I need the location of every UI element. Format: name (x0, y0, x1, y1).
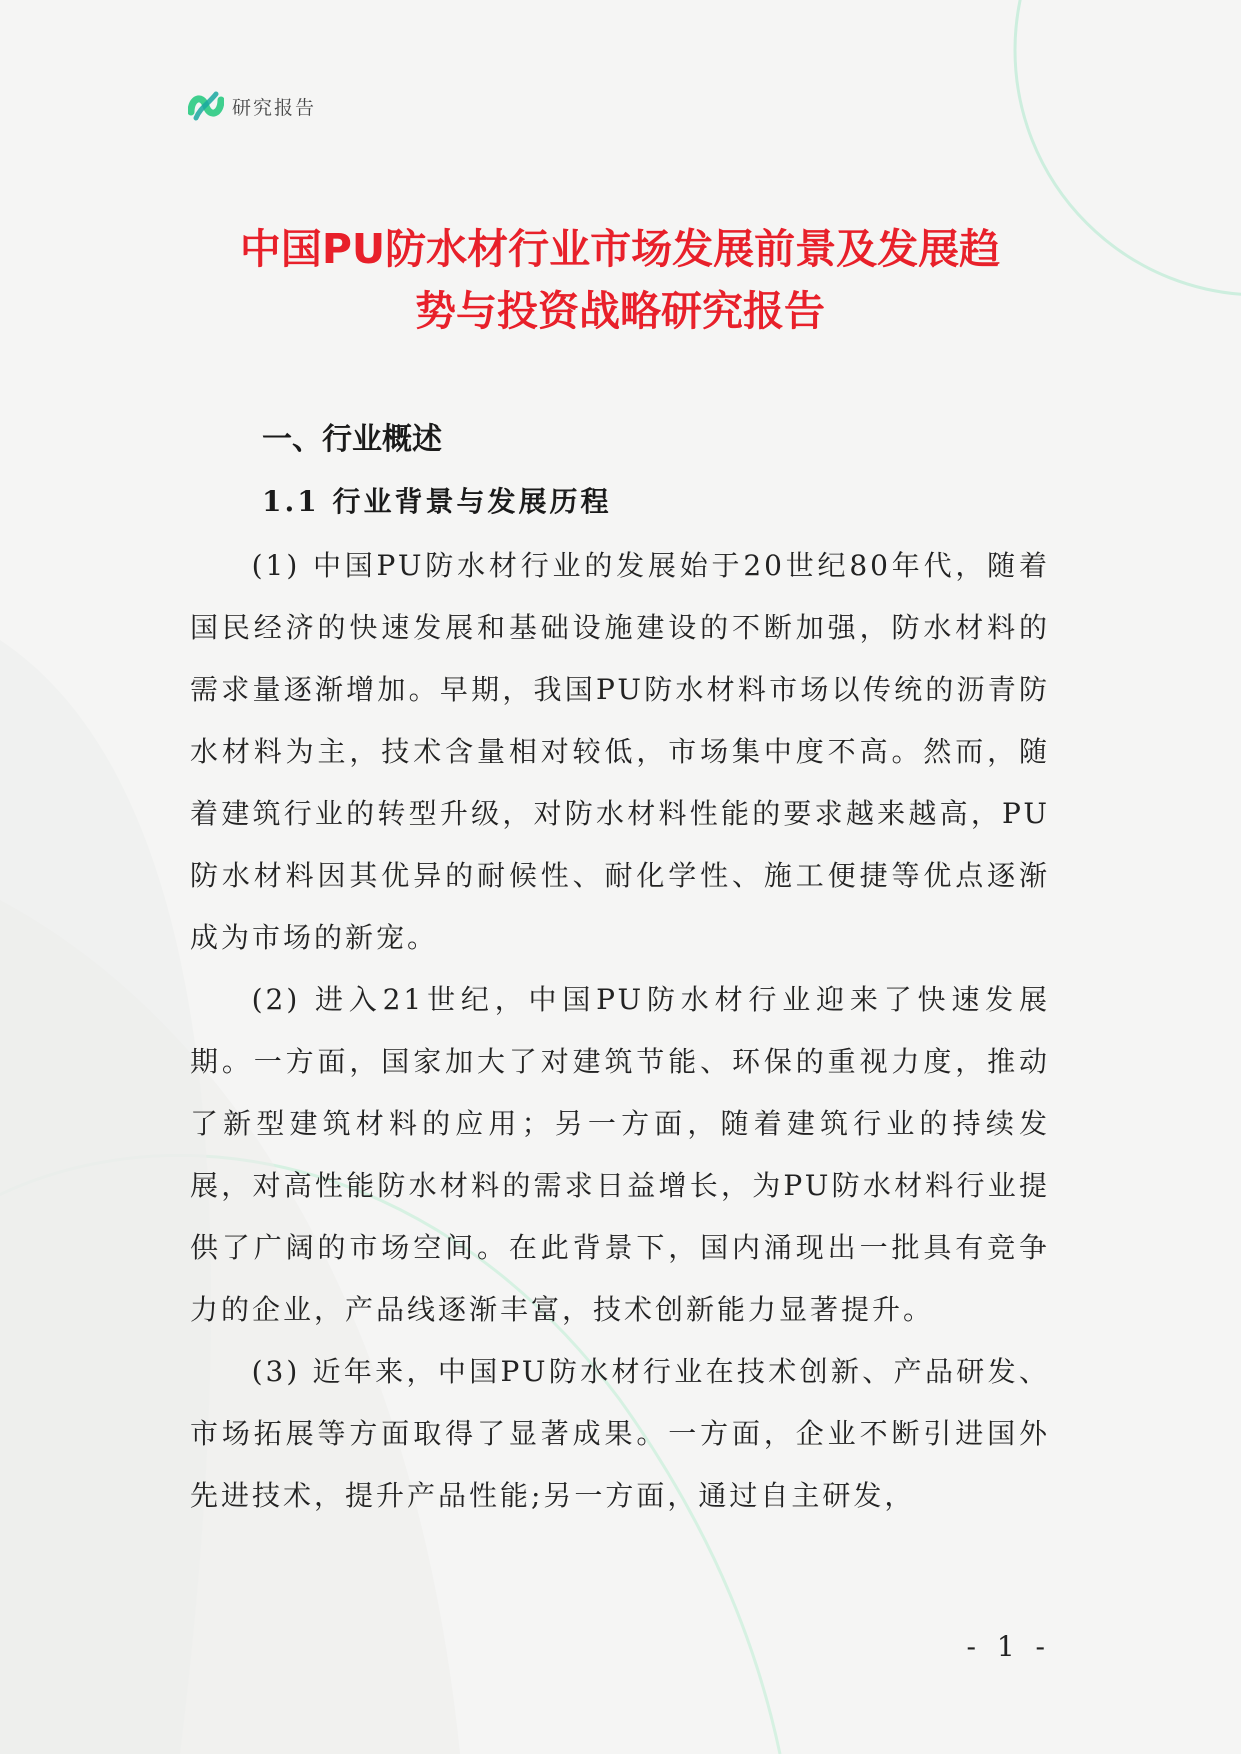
title-line-2: 势与投资战略研究报告 (415, 287, 825, 335)
document-title (180, 218, 1060, 342)
section-heading: 一、行业概述 (262, 422, 442, 457)
paragraph-2: (2) 进入21世纪，中国PU防水材行业迎来了快速发展期。一方面，国家加大了对建筑节能、环保的重视力度，推动了新型建筑材料的应用；另一方面，随着建筑行业的持续发展，对高性能防水材料的需求日益增长，为PU防水材料行业提供了广阔的市场空间。在此背景下，国内涌现出一批具有竞争力的企业，产品线逐渐丰富，技术创新能力显著提升。 (190, 983, 1050, 1326)
header-label: 研究报告 (232, 96, 317, 119)
subsection-heading: 1.1 行业背景与发展历程 (262, 485, 612, 518)
paragraph-3: (3) 近年来，中国PU防水材行业在技术创新、产品研发、市场拓展等方面取得了显著成果。一方面，企业不断引进国外先进技术，提升产品性能;另一方面，通过自主研发， (190, 1355, 1050, 1512)
title-line-1: 中国PU防水材行业市场发展前景及发展趋 (239, 225, 1001, 273)
body-text (190, 535, 1050, 1527)
page-header (188, 88, 316, 124)
paragraph-1: (1) 中国PU防水材行业的发展始于20世纪80年代，随着国民经济的快速发展和基础设施建设的不断加强，防水材料的需求量逐渐增加。早期，我国PU防水材料市场以传统的沥青防水材料为主，技术含量相对较低，市场集中度不高。然而，随着建筑行业的转型升级，对防水材料性能的要求越来越高，PU防水材料因其优异的耐候性、耐化学性、施工便捷等优点逐渐成为市场的新宠。 (190, 549, 1050, 954)
page-number: - 1 - (966, 1630, 1051, 1663)
brand-logo-icon (188, 88, 224, 124)
